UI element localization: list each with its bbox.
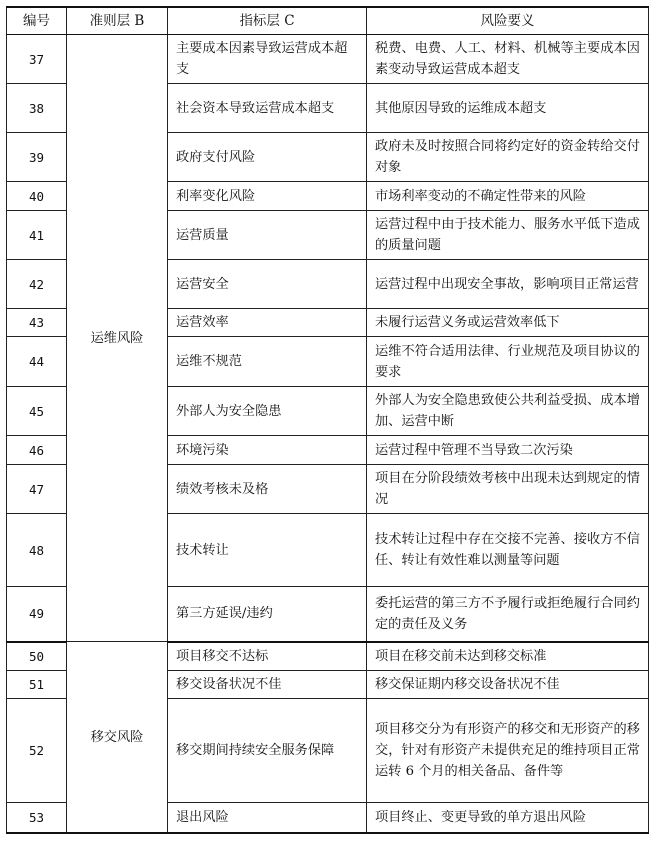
meaning-cell: 未履行运营义务或运营效率低下 [367, 308, 649, 337]
indicator-cell: 运营效率 [168, 308, 367, 337]
meaning-cell: 项目在分阶段绩效考核中出现未达到规定的情况 [367, 464, 649, 513]
row-number: 53 [7, 802, 67, 833]
meaning-cell: 项目终止、变更导致的单方退出风险 [367, 802, 649, 833]
row-number: 46 [7, 436, 67, 465]
meaning-cell: 运维不符合适用法律、行业规范及项目协议的要求 [367, 337, 649, 386]
meaning-cell: 市场利率变动的不确定性带来的风险 [367, 182, 649, 211]
criterion-cell: 运维风险 [67, 35, 168, 642]
meaning-cell: 项目在移交前未达到移交标准 [367, 642, 649, 671]
indicator-cell: 主要成本因素导致运营成本超支 [168, 35, 367, 84]
meaning-cell: 税费、电费、人工、材料、机械等主要成本因素变动导致运营成本超支 [367, 35, 649, 84]
meaning-cell: 运营过程中出现安全事故，影响项目正常运营 [367, 260, 649, 308]
row-number: 38 [7, 84, 67, 132]
meaning-cell: 运营过程中管理不当导致二次污染 [367, 436, 649, 465]
table-row [7, 35, 649, 84]
row-number: 52 [7, 699, 67, 802]
row-number: 39 [7, 132, 67, 181]
meaning-cell: 其他原因导致的运维成本超支 [367, 84, 649, 132]
header-meaning: 风险要义 [367, 7, 649, 35]
meaning-cell: 项目移交分为有形资产的移交和无形资产的移交，针对有形资产未提供充足的维持项目正常运转 6 个月的相关备品、备件等 [367, 699, 649, 802]
indicator-cell: 利率变化风险 [168, 182, 367, 211]
indicator-cell: 第三方延误/违约 [168, 587, 367, 642]
row-number: 47 [7, 464, 67, 513]
meaning-cell: 移交保证期内移交设备状况不佳 [367, 670, 649, 699]
row-number: 37 [7, 35, 67, 84]
indicator-cell: 政府支付风险 [168, 132, 367, 181]
table-row [7, 642, 649, 671]
header-indicator: 指标层 C [168, 7, 367, 35]
row-number: 51 [7, 670, 67, 699]
indicator-cell: 绩效考核未及格 [168, 464, 367, 513]
meaning-cell: 运营过程中由于技术能力、服务水平低下造成的质量问题 [367, 210, 649, 259]
meaning-cell: 政府未及时按照合同将约定好的资金转给交付对象 [367, 132, 649, 181]
indicator-cell: 移交设备状况不佳 [168, 670, 367, 699]
row-number: 48 [7, 514, 67, 587]
indicator-cell: 退出风险 [168, 802, 367, 833]
meaning-cell: 技术转让过程中存在交接不完善、接收方不信任、转让有效性难以测量等问题 [367, 514, 649, 587]
row-number: 44 [7, 337, 67, 386]
indicator-cell: 移交期间持续安全服务保障 [168, 699, 367, 802]
row-number: 43 [7, 308, 67, 337]
risk-table [6, 6, 649, 834]
indicator-cell: 运营安全 [168, 260, 367, 308]
indicator-cell: 社会资本导致运营成本超支 [168, 84, 367, 132]
row-number: 42 [7, 260, 67, 308]
header-number: 编号 [7, 7, 67, 35]
row-number: 41 [7, 210, 67, 259]
criterion-cell: 移交风险 [67, 642, 168, 833]
row-number: 40 [7, 182, 67, 211]
indicator-cell: 运维不规范 [168, 337, 367, 386]
row-number: 49 [7, 587, 67, 642]
row-number: 50 [7, 642, 67, 671]
meaning-cell: 外部人为安全隐患致使公共利益受损、成本增加、运营中断 [367, 386, 649, 435]
indicator-cell: 外部人为安全隐患 [168, 386, 367, 435]
row-number: 45 [7, 386, 67, 435]
indicator-cell: 项目移交不达标 [168, 642, 367, 671]
table-body [7, 35, 649, 834]
indicator-cell: 技术转让 [168, 514, 367, 587]
indicator-cell: 运营质量 [168, 210, 367, 259]
header-criterion: 准则层 B [67, 7, 168, 35]
indicator-cell: 环境污染 [168, 436, 367, 465]
header-row [7, 7, 649, 35]
meaning-cell: 委托运营的第三方不予履行或拒绝履行合同约定的责任及义务 [367, 587, 649, 642]
